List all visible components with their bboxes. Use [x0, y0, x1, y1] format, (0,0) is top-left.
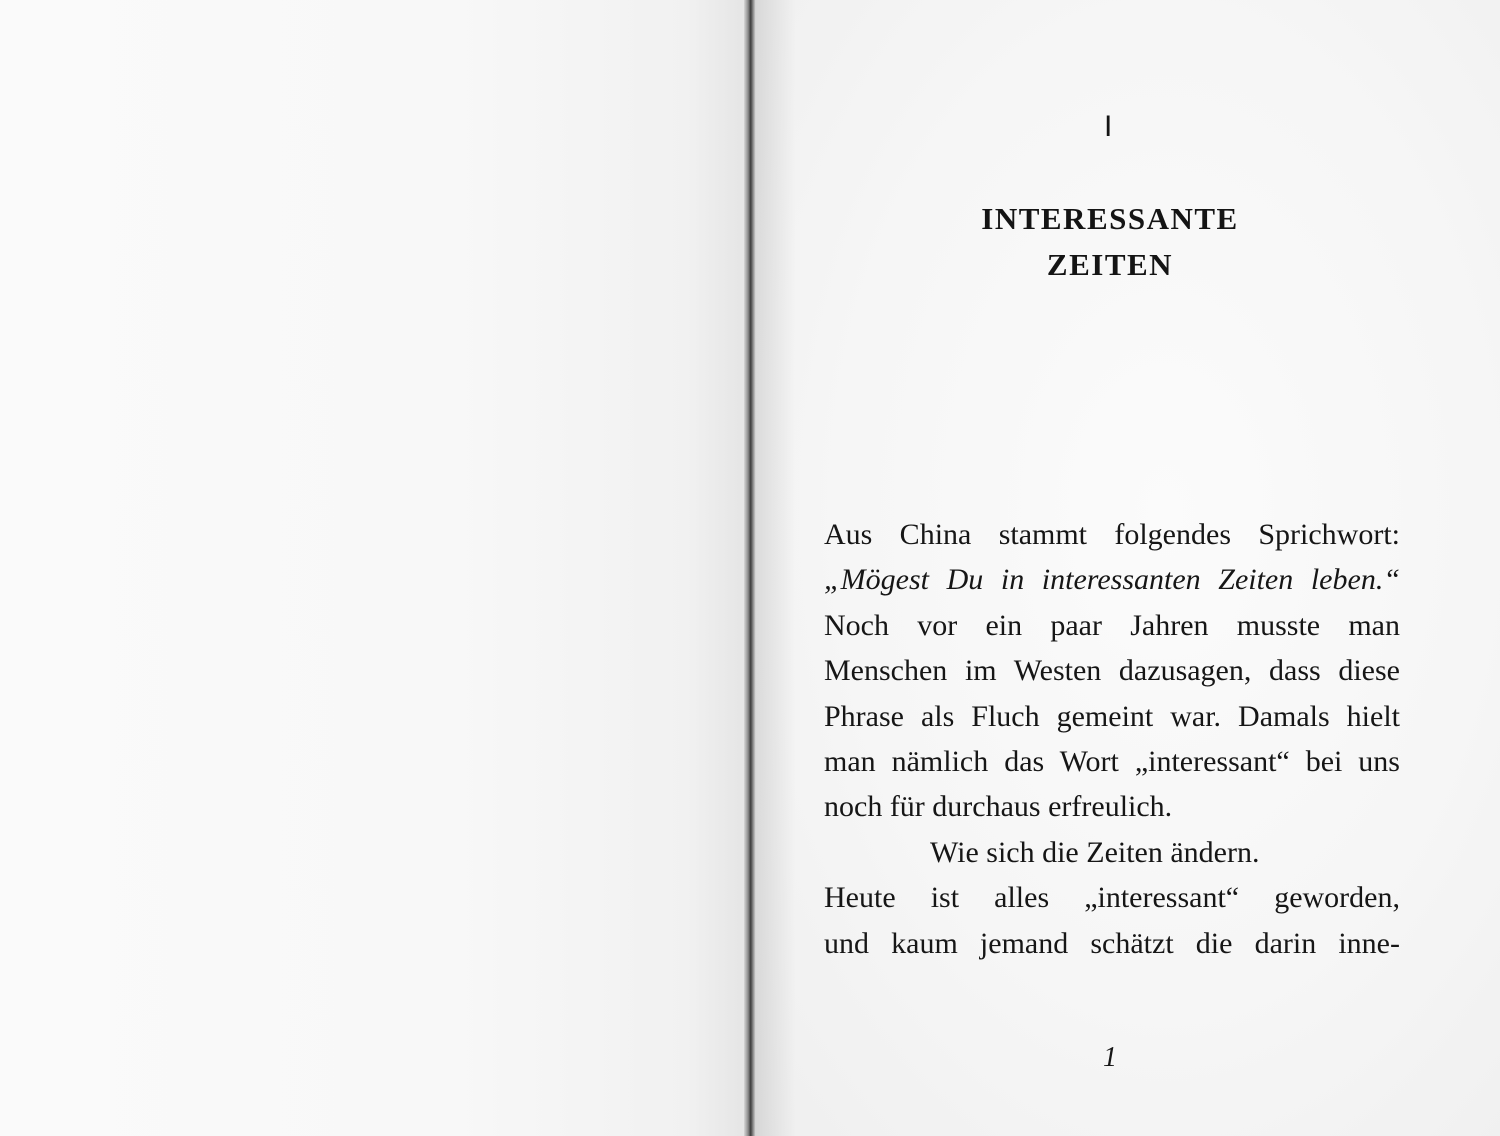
left-page-blank [0, 0, 748, 1136]
chapter-number: I [1104, 110, 1113, 143]
body-line: und kaum jemand schätzt die darin inne- [824, 926, 1400, 960]
book-gutter [744, 0, 756, 1136]
body-line: Noch vor ein paar Jahren musste man [824, 608, 1400, 642]
body-line: man nämlich das Wort „interessant“ bei uns [824, 744, 1400, 778]
body-line: Menschen im Westen dazusagen, dass diese [824, 654, 1400, 688]
body-line: noch für durchaus erfreulich. [824, 790, 1173, 824]
body-line: Heute ist alles „interessant“ geworden, [824, 881, 1400, 915]
page-number: 1 [1103, 1042, 1117, 1073]
body-line: Phrase als Fluch gemeint war. Damals hielt [824, 699, 1400, 733]
chapter-title-line: ZEITEN [1046, 247, 1174, 282]
body-line-indented: Wie sich die Zeiten ändern. [930, 835, 1260, 869]
body-line: Aus China stammt folgendes Sprichwort: [824, 518, 1400, 551]
chapter-title [900, 196, 1320, 288]
body-paragraphs [824, 512, 1400, 966]
quote-line: „Mögest Du in interessanten Zeiten leben.“ [824, 563, 1400, 597]
chapter-title-line: INTERESSANTE [981, 201, 1239, 236]
